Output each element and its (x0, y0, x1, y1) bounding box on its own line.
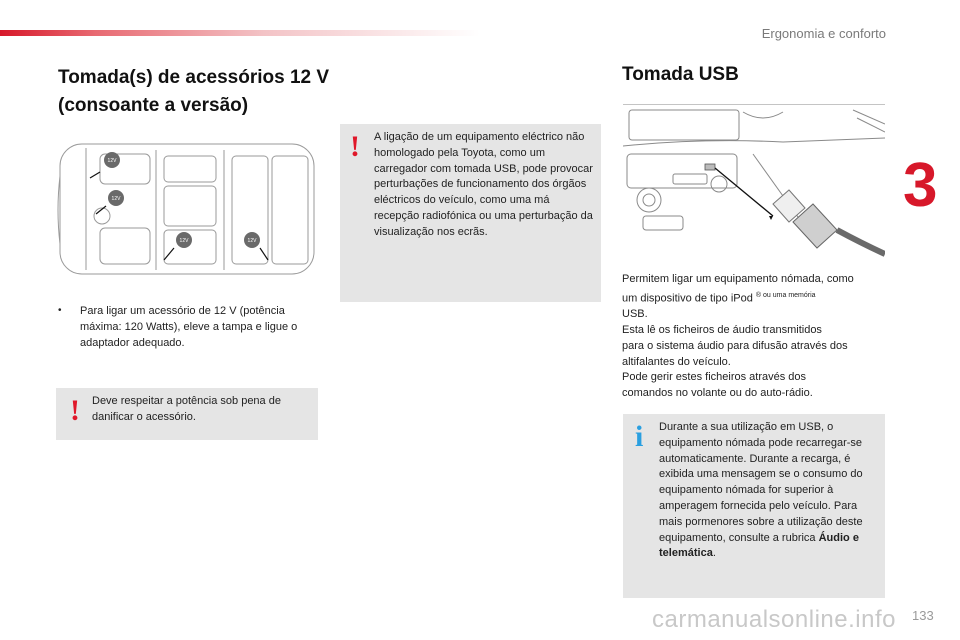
info-icon: i (635, 420, 644, 453)
socket-label: 12V (107, 158, 117, 164)
watermark: carmanualsonline.info (652, 606, 896, 633)
usb-line: comandos no volante ou do auto-rádio. (622, 387, 813, 400)
warning-box-power (56, 388, 318, 440)
usb-line: altifalantes do veículo. (622, 355, 731, 368)
left-heading (58, 64, 348, 120)
usb-line: Permitem ligar um equipamento nómada, como (622, 273, 854, 285)
page-number: 133 (912, 608, 934, 623)
warning-text: Deve respeitar a potência sob pena de danificar o acessório. (92, 395, 281, 423)
info-text-end: . (712, 547, 716, 560)
socket-label: 12V (111, 196, 121, 202)
usb-port-illustration (623, 104, 885, 264)
instruction-paragraph (58, 303, 318, 351)
info-text (659, 420, 879, 562)
left-heading-line2: (consoante a versão) (58, 95, 249, 116)
vehicle-layout-diagram (56, 136, 318, 284)
usb-line: ® ou uma memória (755, 291, 816, 299)
socket-label: 12V (179, 238, 189, 244)
warning-icon: ! (70, 394, 80, 427)
bullet-marker: • (58, 305, 62, 316)
header-accent-bar (0, 30, 480, 36)
warning-icon: ! (350, 130, 360, 163)
usb-line: Esta lê os ficheiros de áudio transmitidos (622, 324, 822, 337)
usb-line: um dispositivo de tipo iPod (622, 292, 753, 305)
socket-label: 12V (247, 238, 257, 244)
usb-line: USB. (622, 308, 648, 321)
warning-text: A ligação de um equipamento eléctrico não homologado pela Toyota, como um carregador com tomada USB, pode provocar perturbações de funcionamento dos órgãos eléctricos do veículo, como uma má recepção radiofónica ou uma perturbação da visualização nos ecrãs. (374, 131, 593, 238)
warning-box-homologation (340, 124, 601, 302)
usb-description (622, 272, 888, 402)
info-box-charging (623, 414, 885, 598)
usb-line: Pode gerir estes ficheiros através dos (622, 371, 807, 384)
usb-line: para o sistema áudio para difusão através dos (622, 339, 848, 352)
section-title: Ergonomia e conforto (761, 26, 886, 41)
chapter-number: 3 (903, 151, 938, 220)
info-text-main: Durante a sua utilização em USB, o equipamento nómada pode recarregar-se automaticamente. Durante a recarga, é exibida uma mensagem se o consumo do equipamento nómada for superior à amperagem fornecida pelo veículo. Para mais pormenores sobre a utilização deste equipamento, consulte a rubrica (659, 421, 863, 544)
instruction-text: Para ligar um acessório de 12 V (potência máxima: 120 Watts), eleve a tampa e ligue o adaptador adequado. (80, 305, 298, 349)
info-text-reference: Áudio e telemática (659, 531, 859, 560)
left-heading-line1: Tomada(s) de acessórios 12 V (58, 67, 330, 88)
right-heading: Tomada USB (622, 64, 739, 85)
